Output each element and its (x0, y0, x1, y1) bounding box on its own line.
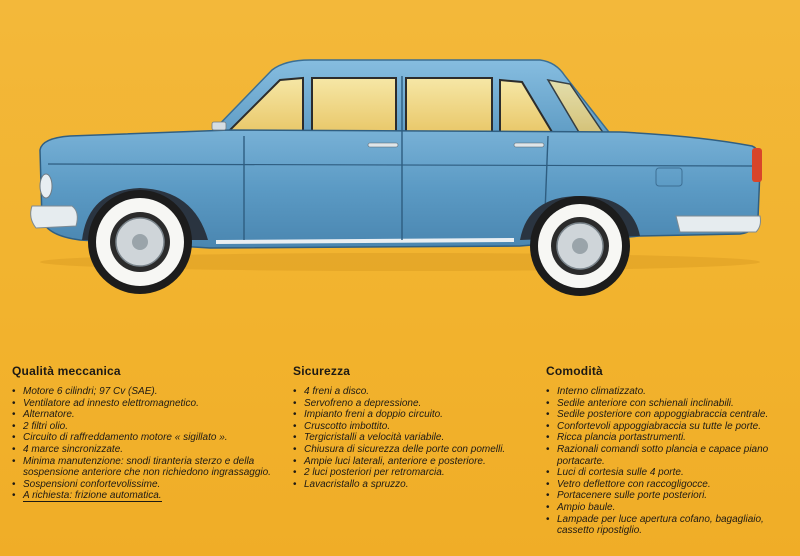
list-item: • Portacenere sulle porte posteriori. (546, 490, 790, 502)
list-item: • Cruscotto imbottito. (293, 421, 515, 433)
list-item: • 4 freni a disco. (293, 386, 515, 398)
list-item: • Impianto freni a doppio circuito. (293, 409, 515, 421)
list-item: • Ricca plancia portastrumenti. (546, 432, 790, 444)
list-item: • Chiusura di sicurezza delle porte con pomelli. (293, 444, 515, 456)
list-item: • Tergicristalli a velocità variabile. (293, 432, 515, 444)
list-item: • Interno climatizzato. (546, 386, 790, 398)
list-item: • Alternatore. (12, 409, 274, 421)
list-item: • Razionali comandi sotto plancia e capace piano portacarte. (546, 444, 790, 467)
section-comfort (546, 364, 790, 537)
list-item (12, 490, 274, 502)
list-item: • Lavacristallo a spruzzo. (293, 479, 515, 491)
list-item: • Servofreno a depressione. (293, 398, 515, 410)
list-item: • Luci di cortesia sulle 4 porte. (546, 467, 790, 479)
section-title: Qualità meccanica (12, 364, 121, 378)
list-item: • Ampio baule. (546, 502, 790, 514)
list-item: • Motore 6 cilindri; 97 Cv (SAE). (12, 386, 274, 398)
list-item: • 4 marce sincronizzate. (12, 444, 274, 456)
list-item: • Sospensioni confortevolissime. (12, 479, 274, 491)
list-item-text: A richiesta: frizione automatica. (23, 490, 162, 502)
list-item: • Lampade per luce apertura cofano, bagagliaio, cassetto ripostiglio. (546, 514, 790, 537)
feature-list (12, 386, 274, 502)
list-item: • Circuito di raffreddamento motore « sigillato ». (12, 432, 274, 444)
feature-list (546, 386, 790, 537)
list-item: • Confortevoli appoggiabraccia su tutte le porte. (546, 421, 790, 433)
list-item: • Sedile posteriore con appoggiabraccia centrale. (546, 409, 790, 421)
section-safety (293, 364, 515, 490)
feature-list (293, 386, 515, 490)
list-item: • 2 luci posteriori per retromarcia. (293, 467, 515, 479)
list-item: • Minima manutenzione: snodi tiranteria sterzo e della sospensione anteriore che non richiedono ingrassaggio. (12, 456, 274, 479)
list-item: • Ventilatore ad innesto elettromagnetico. (12, 398, 274, 410)
section-title: Sicurezza (293, 364, 351, 378)
section-mechanical-quality (12, 364, 274, 502)
list-item: • 2 filtri olio. (12, 421, 274, 433)
list-item: • Ampie luci laterali, anteriore e posteriore. (293, 456, 515, 468)
list-item: • Sedile anteriore con schienali inclinabili. (546, 398, 790, 410)
list-item: • Vetro deflettore con raccogligocce. (546, 479, 790, 491)
section-title: Comodità (546, 364, 603, 378)
